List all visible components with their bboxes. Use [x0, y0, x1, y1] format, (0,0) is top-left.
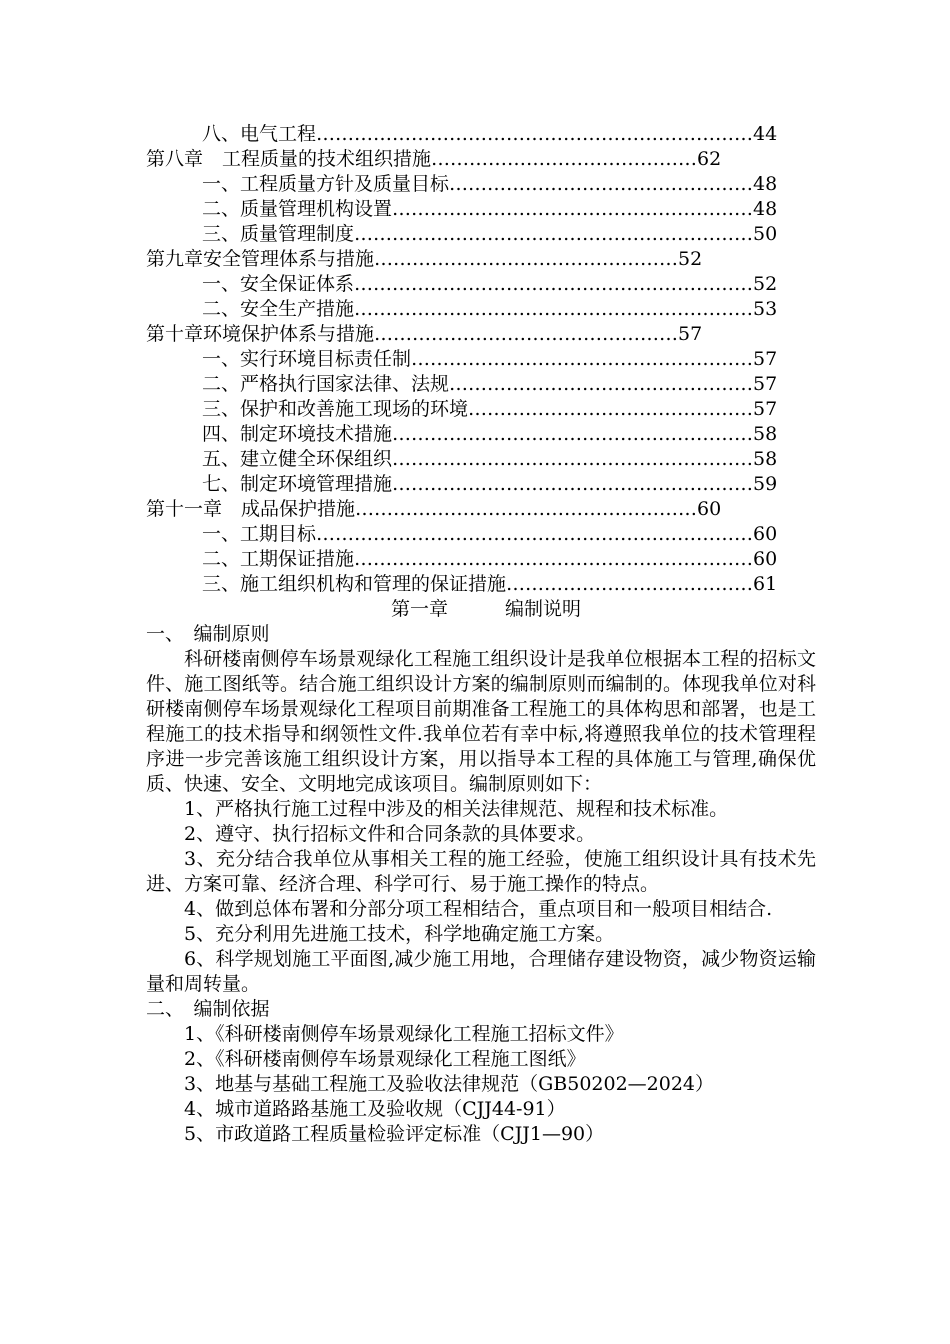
toc-entry[interactable]: 二、安全生产措施………………………………………………………53	[202, 298, 778, 320]
toc-entry[interactable]: 三、质量管理制度………………………………………………………50	[202, 223, 778, 245]
list-item: 3、地基与基础工程施工及验收法律规范（GB50202—2024）	[184, 1073, 715, 1095]
toc-entry[interactable]: 七、制定环境管理措施…………………………………………………59	[202, 473, 778, 495]
list-item: 1、严格执行施工过程中涉及的相关法律规范、规程和技术标准。	[184, 798, 729, 820]
toc-entry[interactable]: 一、实行环境目标责任制………………………………………………57	[202, 348, 778, 370]
toc-entry[interactable]: 一、工期目标……………………………………………………………60	[202, 523, 778, 545]
list-item: 2、遵守、执行招标文件和合同条款的具体要求。	[184, 823, 596, 845]
toc-entry[interactable]: 第八章 工程质量的技术组织措施……………………………………62	[146, 148, 722, 170]
toc-entry[interactable]: 八、电气工程……………………………………………………………44	[202, 123, 778, 145]
toc-entry[interactable]: 三、施工组织机构和管理的保证措施…………………………………61	[202, 573, 778, 595]
section-heading: 二、 编制依据	[146, 998, 270, 1020]
section-heading: 一、 编制原则	[146, 623, 270, 645]
chapter-title: 第一章 编制说明	[390, 598, 581, 620]
chapter-body	[146, 597, 816, 1147]
list-item: 4、做到总体布署和分部分项工程相结合，重点项目和一般项目相结合.	[184, 898, 773, 920]
list-item: 6、科学规划施工平面图,减少施工用地，合理储存建设物资，减少物资运输量和周转量。	[146, 948, 816, 995]
list-item: 1、《科研楼南侧停车场景观绿化工程施工招标文件》	[184, 1023, 624, 1045]
list-item: 4、城市道路路基施工及验收规（CJJ44-91）	[184, 1098, 566, 1120]
toc-entry[interactable]: 二、严格执行国家法律、法规…………………………………………57	[202, 373, 778, 395]
toc-entry[interactable]: 二、质量管理机构设置…………………………………………………48	[202, 198, 778, 220]
toc-entry[interactable]: 一、安全保证体系………………………………………………………52	[202, 273, 778, 295]
toc-entry[interactable]: 三、保护和改善施工现场的环境………………………………………57	[202, 398, 778, 420]
list-item: 5、市政道路工程质量检验评定标准（CJJ1—90）	[184, 1123, 605, 1145]
paragraph: 科研楼南侧停车场景观绿化工程施工组织设计是我单位根据本工程的招标文件、施工图纸等。结合施工组织设计方案的编制原则而编制的。体现我单位对科研楼南侧停车场景观绿化工程项目前期准备工程施工的具体构思和部署，也是工程施工的技术指导和纲领性文件.我单位若有幸中标,将遵照我单位的技术管理程序进一步完善该施工组织设计方案，用以指导本工程的具体施工与管理,确保优质、快速、安全、文明地完成该项目。编制原则如下：	[146, 648, 816, 795]
toc-entry[interactable]: 四、制定环境技术措施…………………………………………………58	[202, 423, 778, 445]
list-item: 2、《科研楼南侧停车场景观绿化工程施工图纸》	[184, 1048, 586, 1070]
table-of-contents	[146, 122, 811, 597]
toc-entry[interactable]: 第十章环境保护体系与措施…………………………………………57	[146, 323, 703, 345]
toc-entry[interactable]: 第九章安全管理体系与措施…………………………………………52	[146, 248, 703, 270]
toc-entry[interactable]: 第十一章 成品保护措施………………………………………………60	[146, 498, 722, 520]
toc-entry[interactable]: 一、工程质量方针及质量目标…………………………………………48	[202, 173, 778, 195]
list-item: 5、充分利用先进施工技术，科学地确定施工方案。	[184, 923, 615, 945]
list-item: 3、充分结合我单位从事相关工程的施工经验，使施工组织设计具有技术先进、方案可靠、经济合理、科学可行、易于施工操作的特点。	[146, 848, 816, 895]
toc-entry[interactable]: 五、建立健全环保组织…………………………………………………58	[202, 448, 778, 470]
toc-entry[interactable]: 二、工期保证措施………………………………………………………60	[202, 548, 778, 570]
